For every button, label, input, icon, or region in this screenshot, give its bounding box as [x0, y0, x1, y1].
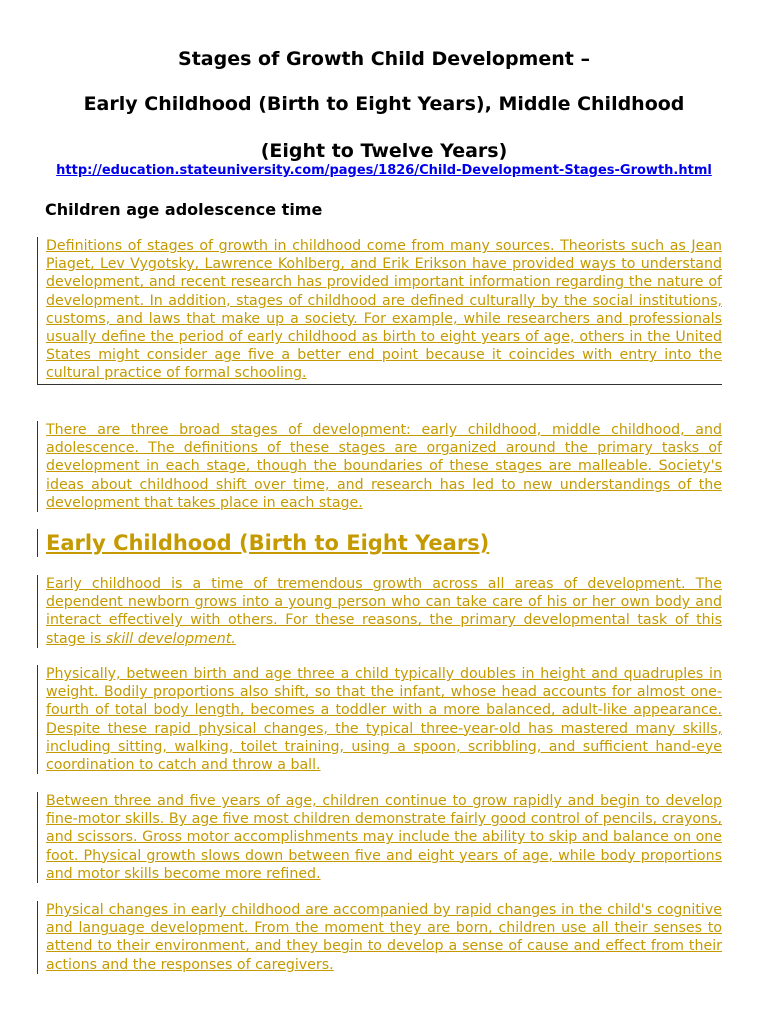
title-line-3: (Eight to Twelve Years) — [260, 140, 508, 162]
early-childhood-paragraph-1[interactable] — [37, 575, 722, 648]
intro-paragraph-2[interactable]: There are three broad stages of development: early childhood, middle childhood, and adolescence. The definitions of these stages are organized around the primary tasks of development in each stage, though the boundaries of these stages are malleable. Society's ideas about childhood shift over time, and research has led to new understandings of the development that takes place in each stage. — [37, 421, 722, 512]
early-childhood-paragraph-3[interactable]: Between three and five years of age, children continue to grow rapidly and begin to develop fine-motor skills. By age five most children demonstrate fairly good control of pencils, crayons, and scissors. Gross motor accomplishments may include the ability to skip and balance on one foot. Physical growth slows down between five and eight years of age, while body proportions and motor skills become more refined. — [37, 792, 722, 883]
early-childhood-paragraph-4[interactable]: Physical changes in early childhood are accompanied by rapid changes in the child's cognitive and language development. From the moment they are born, children use all their senses to attend to their environment, and they begin to develop a sense of cause and effect from their actions and the responses of caregivers. — [37, 901, 722, 974]
title-line-2: Early Childhood (Birth to Eight Years), Middle Childhood — [83, 93, 685, 115]
source-link[interactable]: http://education.stateuniversity.com/pages/1826/Child-Development-Stages-Growth.html — [56, 163, 712, 178]
early-childhood-paragraph-2[interactable]: Physically, between birth and age three a child typically doubles in height and quadruples in weight. Bodily proportions also shift, so that the infant, whose head accounts for almost one-fourth of total body length, becomes a toddler with a more balanced, adult-like appearance. Despite these rapid physical changes, the typical three-year-old has mastered many skills, including sitting, walking, toilet training, using a spoon, scribbling, and sufficient hand-eye coordination to catch and throw a ball. — [37, 665, 722, 774]
subheading: Children age adolescence time — [45, 200, 323, 219]
paragraph-text: Early childhood is a time of tremendous growth across all areas of development. The dependent newborn grows into a young person who can take care of his or her own body and interact effectively with others. For these reasons, the primary developmental task of this stage is — [46, 576, 722, 647]
title-line-1: Stages of Growth Child Development – — [178, 48, 590, 70]
section-heading-early-childhood[interactable]: Early Childhood (Birth to Eight Years) — [37, 529, 489, 557]
emphasis-text: skill development. — [105, 630, 236, 647]
intro-paragraph-1[interactable]: Definitions of stages of growth in childhood come from many sources. Theorists such as Jean Piaget, Lev Vygotsky, Lawrence Kohlberg, and Erik Erikson have provided ways to understand development, and recent research has provided important information regarding the nature of development. In addition, stages of childhood are defined culturally by the social institutions, customs, and laws that make up a society. For example, while researchers and professionals usually define the period of early childhood as birth to eight years of age, others in the United States might consider age five a better end point because it coincides with entry into the cultural practice of formal schooling. — [37, 237, 722, 385]
